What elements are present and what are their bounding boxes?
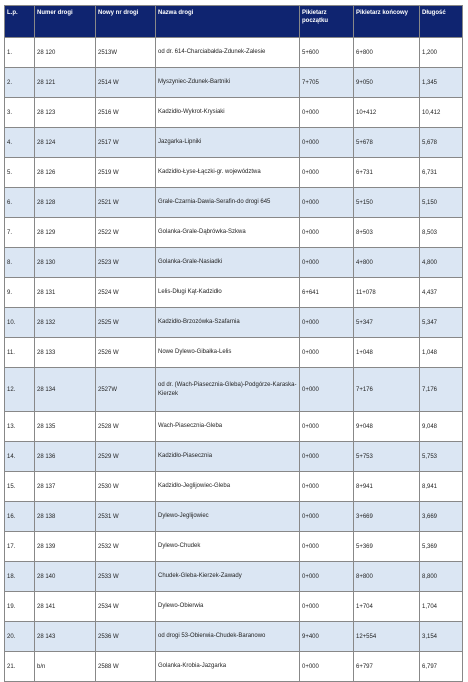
cell-dlugosc: 1,048 [420,338,463,368]
cell-nowy-nr-drogi: 2524 W [96,278,156,308]
cell-numer-drogi: 28 126 [35,158,96,188]
cell-numer-drogi: 28 140 [35,562,96,592]
cell-nazwa-drogi: Kadzidło-Łyse-Łączki-gr. województwa [156,158,300,188]
cell-nowy-nr-drogi: 2514 W [96,68,156,98]
table-row [5,442,463,472]
cell-numer-drogi: 28 143 [35,622,96,652]
table-row [5,592,463,622]
cell-numer-drogi: 28 123 [35,98,96,128]
table-row [5,158,463,188]
header-nazwa-drogi: Nazwa drogi [156,6,300,38]
header-pikietarz-poczatku: Pikietarz początku [300,6,354,38]
cell-lp: 8. [5,248,35,278]
cell-pikietarz-koncowy: 5+347 [354,308,420,338]
table-row [5,248,463,278]
table-row [5,338,463,368]
cell-nazwa-drogi: Dylewo-Jeglijowiec [156,502,300,532]
header-numer-drogi: Numer drogi [35,6,96,38]
cell-nowy-nr-drogi: 2523 W [96,248,156,278]
cell-numer-drogi: 28 136 [35,442,96,472]
header-lp: L.p. [5,6,35,38]
cell-nazwa-drogi: Golanka-Grale-Nasiadki [156,248,300,278]
cell-pikietarz-koncowy: 12+554 [354,622,420,652]
cell-nazwa-drogi: Grale-Czarnia-Dawia-Serafin-do drogi 645 [156,188,300,218]
cell-pikietarz-koncowy: 4+800 [354,248,420,278]
cell-dlugosc: 5,150 [420,188,463,218]
cell-pikietarz-poczatku: 0+000 [300,218,354,248]
cell-nazwa-drogi: Golanka-Krobia-Jazgarka [156,652,300,682]
cell-pikietarz-poczatku: 7+705 [300,68,354,98]
cell-numer-drogi: 28 132 [35,308,96,338]
cell-pikietarz-poczatku: 0+000 [300,368,354,412]
cell-nazwa-drogi: Dylewo-Obierwia [156,592,300,622]
cell-dlugosc: 1,704 [420,592,463,622]
cell-pikietarz-koncowy: 9+050 [354,68,420,98]
cell-nowy-nr-drogi: 2522 W [96,218,156,248]
cell-nowy-nr-drogi: 2516 W [96,98,156,128]
cell-pikietarz-poczatku: 0+000 [300,128,354,158]
table-row [5,128,463,158]
cell-pikietarz-poczatku: 0+000 [300,338,354,368]
cell-dlugosc: 5,369 [420,532,463,562]
cell-pikietarz-poczatku: 0+000 [300,442,354,472]
cell-pikietarz-poczatku: 0+000 [300,188,354,218]
cell-dlugosc: 3,669 [420,502,463,532]
table-row [5,368,463,412]
cell-nowy-nr-drogi: 2532 W [96,532,156,562]
cell-nazwa-drogi: Kadzidło-Jeglijowiec-Gleba [156,472,300,502]
cell-pikietarz-koncowy: 1+048 [354,338,420,368]
cell-nowy-nr-drogi: 2525 W [96,308,156,338]
cell-pikietarz-poczatku: 0+000 [300,562,354,592]
cell-pikietarz-poczatku: 6+641 [300,278,354,308]
cell-nazwa-drogi: Chudek-Gleba-Kierzek-Zawady [156,562,300,592]
cell-pikietarz-koncowy: 1+704 [354,592,420,622]
cell-pikietarz-koncowy: 10+412 [354,98,420,128]
cell-nazwa-drogi: Myszyniec-Zdunek-Bartniki [156,68,300,98]
cell-nowy-nr-drogi: 2588 W [96,652,156,682]
table-row [5,622,463,652]
cell-lp: 21. [5,652,35,682]
cell-nazwa-drogi: od dr. 614-Charciabałda-Zdunek-Zalesie [156,38,300,68]
table-row [5,502,463,532]
cell-nowy-nr-drogi: 2521 W [96,188,156,218]
cell-lp: 4. [5,128,35,158]
cell-dlugosc: 1,345 [420,68,463,98]
table-row [5,38,463,68]
header-row [5,6,463,38]
cell-pikietarz-poczatku: 9+400 [300,622,354,652]
cell-dlugosc: 6,731 [420,158,463,188]
table-body [5,38,463,682]
cell-dlugosc: 3,154 [420,622,463,652]
cell-lp: 13. [5,412,35,442]
cell-lp: 1. [5,38,35,68]
cell-pikietarz-poczatku: 0+000 [300,652,354,682]
cell-pikietarz-poczatku: 0+000 [300,248,354,278]
road-table [4,5,463,682]
cell-lp: 10. [5,308,35,338]
table-row [5,532,463,562]
cell-pikietarz-koncowy: 3+669 [354,502,420,532]
cell-pikietarz-poczatku: 5+600 [300,38,354,68]
cell-nazwa-drogi: Kadzidło-Wykrot-Krysiaki [156,98,300,128]
cell-lp: 17. [5,532,35,562]
cell-pikietarz-koncowy: 8+941 [354,472,420,502]
cell-numer-drogi: 28 139 [35,532,96,562]
cell-pikietarz-koncowy: 8+503 [354,218,420,248]
cell-nazwa-drogi: od dr. (Wach-Piasecznia-Gleba)-Podgórze-Karaska-Kierzek [156,368,300,412]
cell-dlugosc: 5,678 [420,128,463,158]
header-pikietarz-koncowy: Pikietarz końcowy [354,6,420,38]
cell-dlugosc: 4,800 [420,248,463,278]
cell-dlugosc: 9,048 [420,412,463,442]
table-row [5,562,463,592]
cell-pikietarz-poczatku: 0+000 [300,472,354,502]
cell-pikietarz-koncowy: 5+678 [354,128,420,158]
cell-nazwa-drogi: Wach-Piasecznia-Gleba [156,412,300,442]
cell-dlugosc: 8,800 [420,562,463,592]
cell-pikietarz-koncowy: 9+048 [354,412,420,442]
cell-nowy-nr-drogi: 2519 W [96,158,156,188]
cell-dlugosc: 7,176 [420,368,463,412]
cell-pikietarz-poczatku: 0+000 [300,412,354,442]
cell-dlugosc: 6,797 [420,652,463,682]
cell-pikietarz-koncowy: 6+731 [354,158,420,188]
cell-lp: 9. [5,278,35,308]
table-row [5,98,463,128]
header-dlugosc: Długość [420,6,463,38]
cell-pikietarz-poczatku: 0+000 [300,592,354,622]
cell-pikietarz-koncowy: 11+078 [354,278,420,308]
table-row [5,68,463,98]
cell-lp: 20. [5,622,35,652]
header-nowy-nr-drogi: Nowy nr drogi [96,6,156,38]
cell-lp: 19. [5,592,35,622]
cell-lp: 3. [5,98,35,128]
cell-numer-drogi: 28 137 [35,472,96,502]
cell-nowy-nr-drogi: 2533 W [96,562,156,592]
cell-numer-drogi: 28 128 [35,188,96,218]
cell-pikietarz-poczatku: 0+000 [300,98,354,128]
cell-nazwa-drogi: Dylewo-Chudek [156,532,300,562]
cell-nowy-nr-drogi: 2534 W [96,592,156,622]
cell-nazwa-drogi: Kadzidło-Brzozówka-Szafarnia [156,308,300,338]
cell-nazwa-drogi: od drogi 53-Obierwia-Chudek-Baranowo [156,622,300,652]
cell-nowy-nr-drogi: 2517 W [96,128,156,158]
cell-dlugosc: 8,503 [420,218,463,248]
cell-lp: 15. [5,472,35,502]
cell-dlugosc: 4,437 [420,278,463,308]
cell-dlugosc: 8,941 [420,472,463,502]
cell-lp: 5. [5,158,35,188]
cell-pikietarz-poczatku: 0+000 [300,532,354,562]
cell-nowy-nr-drogi: 2529 W [96,442,156,472]
cell-pikietarz-koncowy: 6+800 [354,38,420,68]
table-row [5,218,463,248]
table-row [5,188,463,218]
cell-dlugosc: 1,200 [420,38,463,68]
cell-lp: 18. [5,562,35,592]
cell-pikietarz-koncowy: 5+753 [354,442,420,472]
cell-nazwa-drogi: Lelis-Długi Kąt-Kadzidło [156,278,300,308]
cell-numer-drogi: 28 134 [35,368,96,412]
cell-numer-drogi: 28 141 [35,592,96,622]
cell-numer-drogi: 28 121 [35,68,96,98]
cell-nowy-nr-drogi: 2527W [96,368,156,412]
cell-nazwa-drogi: Nowe Dylewo-Gibałka-Lelis [156,338,300,368]
cell-pikietarz-poczatku: 0+000 [300,308,354,338]
cell-nazwa-drogi: Kadzidło-Piasecznia [156,442,300,472]
cell-pikietarz-poczatku: 0+000 [300,158,354,188]
cell-numer-drogi: 28 131 [35,278,96,308]
cell-numer-drogi: 28 120 [35,38,96,68]
cell-pikietarz-koncowy: 7+176 [354,368,420,412]
cell-dlugosc: 5,753 [420,442,463,472]
cell-lp: 11. [5,338,35,368]
cell-lp: 6. [5,188,35,218]
cell-pikietarz-koncowy: 5+150 [354,188,420,218]
cell-nowy-nr-drogi: 2513W [96,38,156,68]
table-row [5,472,463,502]
cell-nazwa-drogi: Jazgarka-Lipniki [156,128,300,158]
cell-numer-drogi: b/n [35,652,96,682]
cell-nowy-nr-drogi: 2526 W [96,338,156,368]
cell-pikietarz-poczatku: 0+000 [300,502,354,532]
table-row [5,652,463,682]
cell-nowy-nr-drogi: 2528 W [96,412,156,442]
cell-numer-drogi: 28 133 [35,338,96,368]
cell-numer-drogi: 28 130 [35,248,96,278]
cell-numer-drogi: 28 135 [35,412,96,442]
table-row [5,278,463,308]
cell-lp: 12. [5,368,35,412]
cell-dlugosc: 10,412 [420,98,463,128]
cell-nowy-nr-drogi: 2531 W [96,502,156,532]
cell-lp: 14. [5,442,35,472]
cell-nowy-nr-drogi: 2536 W [96,622,156,652]
cell-nazwa-drogi: Golanka-Grale-Dąbrówka-Szkwa [156,218,300,248]
cell-pikietarz-koncowy: 6+797 [354,652,420,682]
cell-lp: 16. [5,502,35,532]
cell-numer-drogi: 28 129 [35,218,96,248]
cell-numer-drogi: 28 124 [35,128,96,158]
cell-numer-drogi: 28 138 [35,502,96,532]
cell-lp: 2. [5,68,35,98]
cell-pikietarz-koncowy: 8+800 [354,562,420,592]
cell-dlugosc: 5,347 [420,308,463,338]
cell-nowy-nr-drogi: 2530 W [96,472,156,502]
cell-pikietarz-koncowy: 5+369 [354,532,420,562]
table-row [5,308,463,338]
table-row [5,412,463,442]
cell-lp: 7. [5,218,35,248]
